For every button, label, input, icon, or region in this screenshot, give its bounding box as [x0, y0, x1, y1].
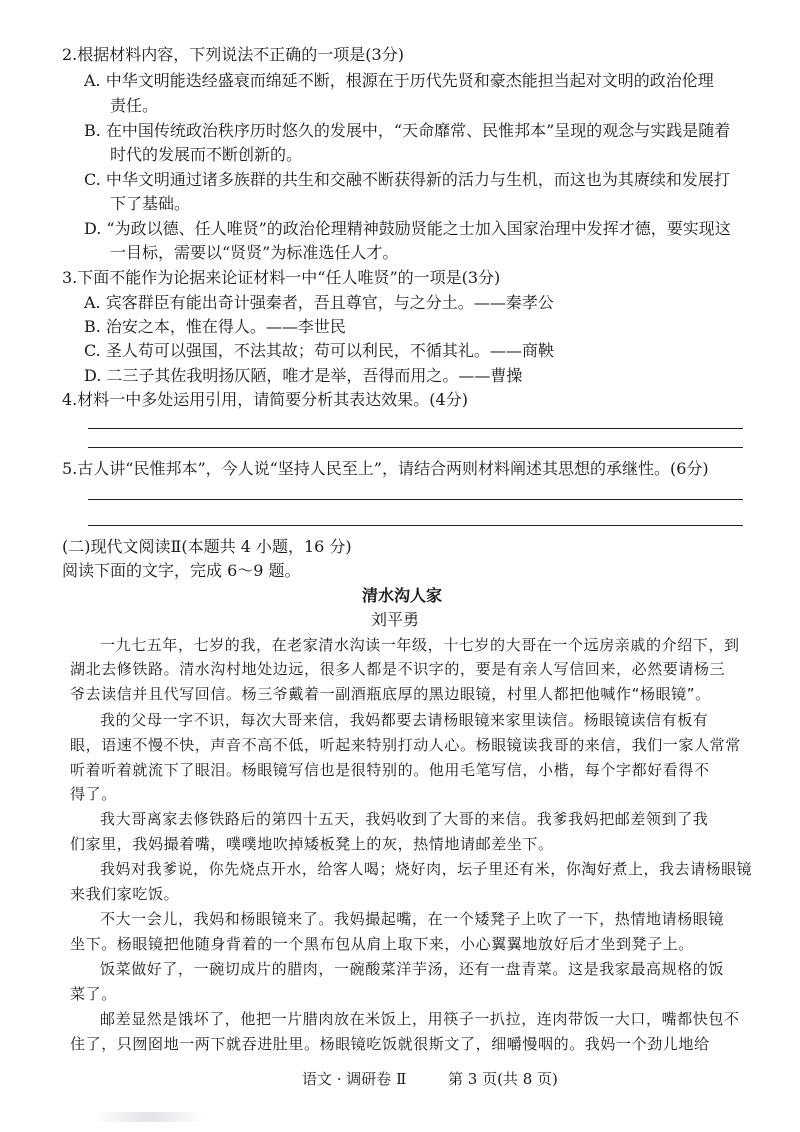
- q5-stem: 5.古人讲“民惟邦本”，今人说“坚持人民至上”，请结合两则材料阐述其思想的承继性。(6分): [62, 459, 709, 478]
- q2-stem: 2.根据材料内容，下列说法不正确的一项是(3分): [62, 45, 404, 64]
- story-line: 我的父母一字不识，每次大哥来信，我妈都要去请杨眼镜来家里读信。杨眼镜读信有板有: [100, 711, 709, 729]
- story-line: 眼，语速不慢不快，声音不高不低，听起来特别打动人心。杨眼镜读我哥的来信，我们一家人常常: [70, 736, 741, 754]
- scan-smudge: [95, 1112, 205, 1122]
- q2-option-d: D. “为政以德、任人唯贤”的政治伦理精神鼓励贤能之士加入国家治理中发挥才德，要实现这: [84, 219, 731, 238]
- story-line: 们家里，我妈撮着嘴，噗噗地吹掉矮板凳上的灰，热情地请邮差坐下。: [70, 835, 554, 853]
- q2-option-b: B. 在中国传统政治秩序历时悠久的发展中，“天命靡常、民惟邦本”呈现的观念与实践是随着: [84, 121, 731, 140]
- answer-line[interactable]: [88, 525, 743, 526]
- q4-stem: 4.材料一中多处运用引用，请简要分析其表达效果。(4分): [62, 390, 468, 409]
- story-line: 邮差显然是饿坏了，他把一片腊肉放在米饭上，用筷子一扒拉，连肉带饭一大口，嘴都快包不: [100, 1010, 740, 1028]
- story-line: 爷去读信并且代写回信。杨三爷戴着一副酒瓶底厚的黑边眼镜，村里人都把他喊作“杨眼镜”。: [70, 685, 711, 703]
- story-line: 听着听着就流下了眼泪。杨眼镜写信也是很特别的。他用毛笔写信，小楷，每个字都好看得不: [70, 761, 710, 779]
- story-line: 饭菜做好了，一碗切成片的腊肉，一碗酸菜洋芋汤，还有一盘青菜。这是我家最高规格的饭: [100, 960, 725, 978]
- q3-option-c: C. 圣人苟可以强国，不法其故；苟可以利民，不循其礼。——商鞅: [84, 341, 554, 360]
- q2-option-c-cont: 下了基础。: [110, 194, 191, 213]
- section-instruction: 阅读下面的文字，完成 6～9 题。: [62, 561, 301, 580]
- q2-option-b-cont: 时代的发展而不断创新的。: [110, 145, 303, 164]
- q3-option-a: A. 宾客群臣有能出奇计强秦者，吾且尊官，与之分土。——秦孝公: [84, 293, 554, 312]
- story-line: 一九七五年，七岁的我，在老家清水沟读一年级，十七岁的大哥在一个远房亲戚的介绍下，到: [100, 636, 740, 654]
- footer-page-number: 第 3 页(共 8 页): [448, 1070, 558, 1088]
- story-line: 坐下。杨眼镜把他随身背着的一个黑布包从肩上取下来，小心翼翼地放好后才坐到凳子上。: [70, 935, 695, 953]
- answer-line[interactable]: [88, 428, 743, 429]
- q3-stem: 3.下面不能作为论据来论证材料一中“任人唯贤”的一项是(3分): [62, 268, 501, 287]
- answer-line[interactable]: [88, 499, 743, 500]
- story-line: 得了。: [70, 785, 117, 803]
- story-line: 住了，只囫囵地一两下就吞进肚里。杨眼镜吃饭就很斯文了，细嚼慢咽的。我妈一个劲儿地给: [70, 1035, 710, 1053]
- story-author: 刘平勇: [371, 610, 420, 629]
- story-line: 我大哥离家去修铁路后的第四十五天，我妈收到了大哥的来信。我爹我妈把邮差领到了我: [100, 810, 709, 828]
- story-line: 菜了。: [70, 985, 117, 1003]
- answer-line[interactable]: [88, 447, 743, 448]
- q2-option-a: A. 中华文明能迭经盛衰而绵延不断，根源在于历代先贤和豪杰能担当起对文明的政治伦理: [84, 71, 714, 90]
- story-line: 湖北去修铁路。清水沟村地处边远，很多人都是不识字的，要是有亲人写信回来，必然要请杨三: [70, 660, 726, 678]
- q3-option-d: D. 二三子其佐我明扬仄陋，唯才是举，吾得而用之。——曹操: [84, 366, 523, 385]
- story-line: 我妈对我爹说，你先烧点开水，给客人喝；烧好肉，坛子里还有米，你淘好煮上，我去请杨眼镜: [100, 860, 753, 878]
- section-heading: (二)现代文阅读Ⅱ(本题共 4 小题，16 分): [62, 537, 352, 556]
- q3-option-b: B. 治安之本，惟在得人。——李世民: [84, 317, 346, 336]
- q2-option-d-cont: 一目标，需要以“贤贤”为标准选任人才。: [110, 243, 399, 262]
- story-line: 不大一会儿，我妈和杨眼镜来了。我妈撮起嘴，在一个矮凳子上吹了一下，热情地请杨眼镜: [100, 910, 725, 928]
- q2-option-c: C. 中华文明通过诸多族群的共生和交融不断获得新的活力与生机，而这也为其赓续和发展打: [84, 170, 730, 189]
- story-line: 来我们家吃饭。: [70, 885, 180, 903]
- footer-subject: 语文 · 调研卷 Ⅱ: [302, 1070, 407, 1088]
- q2-option-a-cont: 责任。: [110, 96, 159, 115]
- story-title: 清水沟人家: [362, 586, 443, 605]
